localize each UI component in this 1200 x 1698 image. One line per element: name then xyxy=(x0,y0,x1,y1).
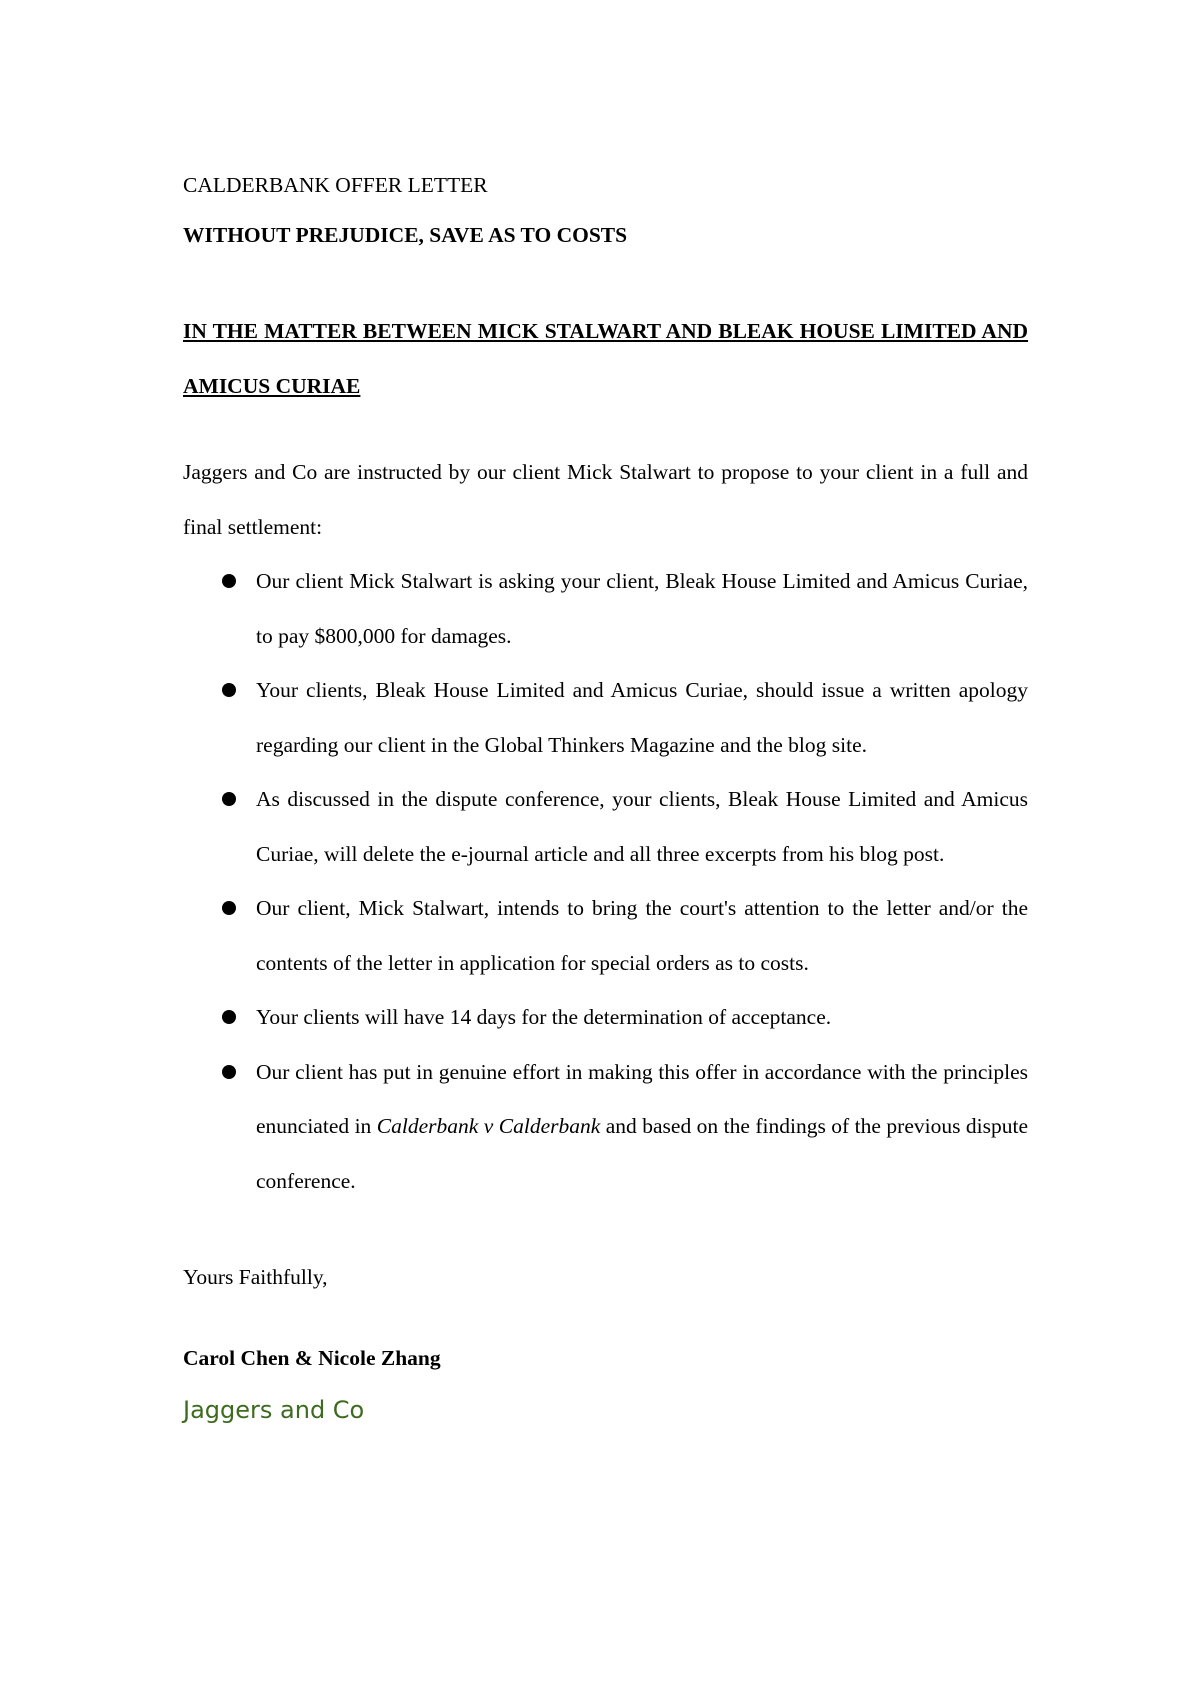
list-item xyxy=(183,1045,1028,1209)
list-item xyxy=(183,554,1028,663)
bullet-icon xyxy=(222,901,236,915)
bullet-icon xyxy=(222,792,236,806)
list-item-text: Your clients will have 14 days for the determination of acceptance. xyxy=(256,1005,832,1029)
bullet-icon xyxy=(222,1065,236,1079)
terms-list xyxy=(183,554,1028,1208)
list-item xyxy=(183,772,1028,881)
list-item-text: Our client Mick Stalwart is asking your client, Bleak House Limited and Amicus Curiae, to pay $800,000 for damages. xyxy=(256,569,1028,648)
signer-names: Carol Chen & Nicole Zhang xyxy=(183,1345,441,1370)
without-prejudice-heading: WITHOUT PREJUDICE, SAVE AS TO COSTS xyxy=(183,223,628,247)
list-item-text-before: Our client has put in genuine effort in making this offer in accordance with the principles enunciated in xyxy=(256,1059,1028,1138)
list-item-text: As discussed in the dispute conference, your clients, Bleak House Limited and Amicus Curiae, will delete the e-journal article and all three excerpts from his blog post. xyxy=(256,787,1028,866)
list-item xyxy=(183,881,1028,990)
matter-heading: IN THE MATTER BETWEEN MICK STALWART AND BLEAK HOUSE LIMITED AND AMICUS CURIAE xyxy=(183,319,1028,398)
bullet-icon xyxy=(222,683,236,697)
list-item-text: Our client, Mick Stalwart, intends to bring the court's attention to the letter and/or the contents of the letter in application for special orders as to costs. xyxy=(256,896,1028,975)
intro-paragraph: Jaggers and Co are instructed by our client Mick Stalwart to propose to your client in a full and final settlement: xyxy=(183,460,1028,539)
list-item xyxy=(183,663,1028,772)
list-item-text-after: and based on the findings of the previous dispute conference. xyxy=(256,1114,1029,1193)
letter-body xyxy=(183,170,1028,1425)
bullet-icon xyxy=(222,574,236,588)
firm-name: Jaggers and Co xyxy=(183,1395,365,1424)
list-item xyxy=(183,990,1028,1045)
case-name: Calderbank v Calderbank xyxy=(376,1114,601,1138)
letter-title: CALDERBANK OFFER LETTER xyxy=(183,173,488,197)
bullet-icon xyxy=(222,1010,236,1024)
closing-salutation: Yours Faithfully, xyxy=(183,1265,328,1289)
list-item-text: Your clients, Bleak House Limited and Amicus Curiae, should issue a written apology regarding our client in the Global Thinkers Magazine and the blog site. xyxy=(256,678,1028,757)
